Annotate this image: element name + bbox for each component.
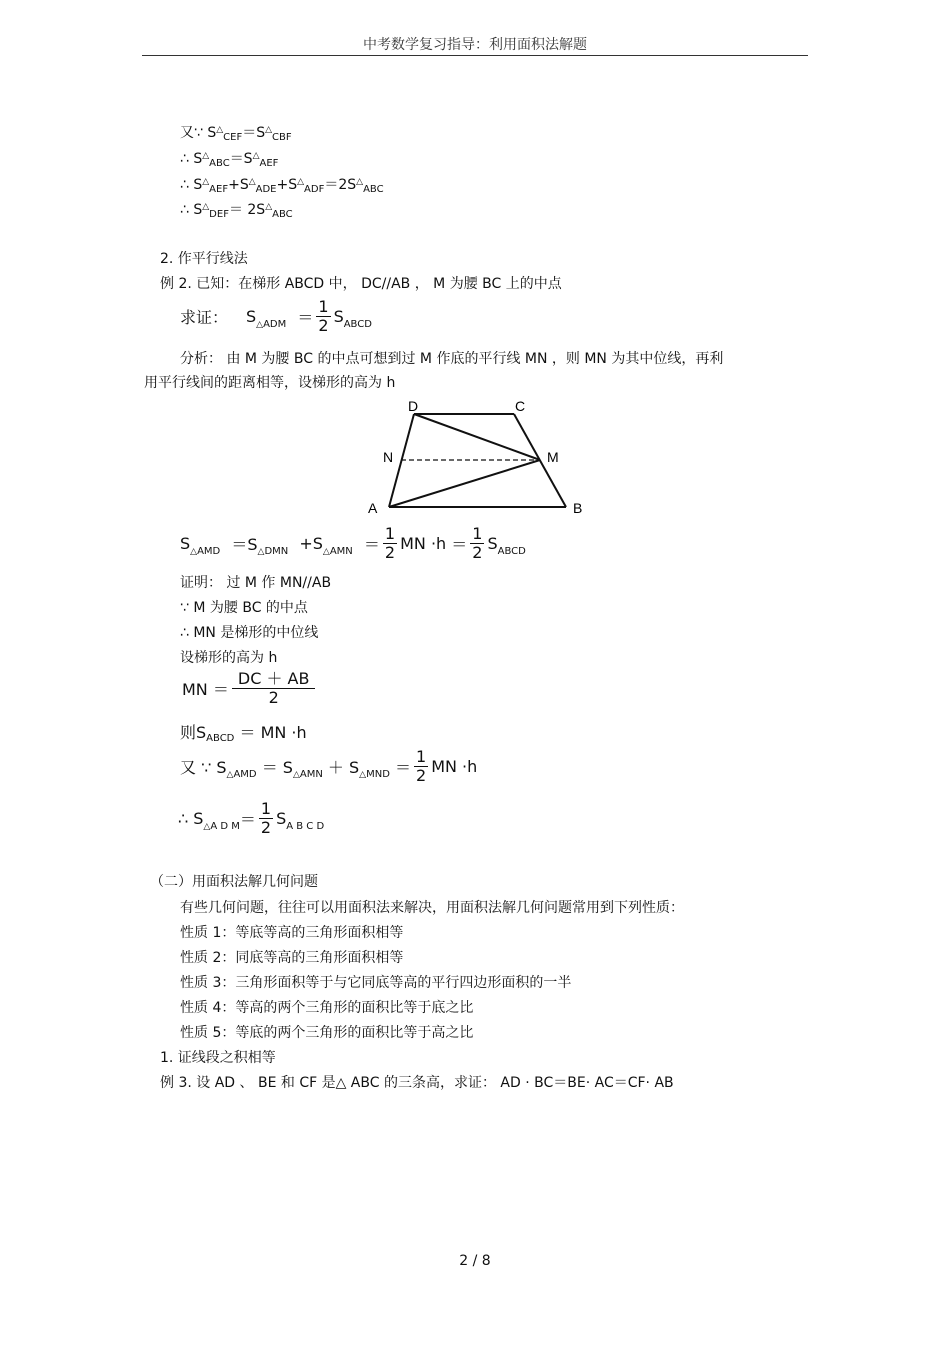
- text: ＝: [363, 535, 380, 554]
- fraction: [259, 800, 273, 837]
- analysis-line2: 用平行线间的距离相等，设梯形的高为 h: [144, 375, 396, 391]
- text: S: [246, 307, 257, 326]
- subsection-title: 1. 证线段之积相等: [160, 1050, 276, 1066]
- subscript: AMD: [233, 769, 257, 780]
- label-b: B: [573, 500, 583, 516]
- part2-intro: 有些几何问题，往往可以用面积法来解决，用面积法解几何问题常用到下列性质：: [180, 900, 684, 916]
- text: ＝: [239, 810, 256, 829]
- numerator: 1: [384, 524, 396, 543]
- example2-statement: 例 2. 已知：在梯形 ABCD 中， DC//AB ， M 为腰 BC 上的中点: [160, 276, 562, 292]
- triangle-icon: △: [226, 770, 234, 780]
- text: ＝: [389, 758, 411, 777]
- denominator: 2: [260, 818, 272, 837]
- trapezoid-figure: [360, 394, 600, 520]
- denominator: 2: [416, 766, 427, 785]
- triangle-icon: △: [203, 822, 211, 832]
- numerator: 1: [260, 799, 272, 818]
- property-3: 性质 3：三角形面积等于与它同底等高的平行四边形面积的一半: [180, 975, 572, 991]
- proof1-line3: [180, 174, 384, 195]
- proof1-line4: [180, 199, 293, 220]
- proof2-line4: 设梯形的高为 h: [180, 650, 278, 666]
- label-m: M: [547, 449, 559, 465]
- example2-prove: [180, 298, 372, 335]
- segment-dm: [414, 414, 540, 460]
- fraction: [232, 670, 316, 707]
- triangle-icon: △: [356, 177, 364, 187]
- example3-statement: 例 3. 设 AD 、 BE 和 CF 是△ ABC 的三条高，求证： AD · BC＝BE· AC＝CF· AB: [160, 1075, 674, 1091]
- text: MN ＝: [182, 680, 229, 699]
- triangle-icon: △: [322, 547, 330, 557]
- label-d: D: [408, 398, 419, 414]
- text: S: [487, 534, 498, 553]
- subscript: AMN: [329, 546, 353, 557]
- numerator: DC ＋ AB: [232, 670, 316, 689]
- subscript: CEF: [223, 132, 243, 143]
- subscript: AMD: [197, 546, 221, 557]
- triangle-icon: △: [248, 177, 256, 187]
- subscript: ABCD: [497, 546, 526, 557]
- text: ＝ 2S: [228, 202, 266, 218]
- text: ∴ S: [178, 809, 204, 828]
- text: ∴ S: [180, 177, 203, 193]
- triangle-icon: △: [297, 177, 305, 187]
- property-4: 性质 4：等高的两个三角形的面积比等于底之比: [180, 1000, 474, 1016]
- denominator: 2: [318, 316, 329, 335]
- page-header-title: 中考数学复习指导：利用面积法解题: [363, 37, 587, 53]
- subscript: AEF: [259, 158, 279, 169]
- text: ＝ S: [256, 758, 293, 777]
- segment-am: [389, 460, 540, 507]
- subscript: ABC: [209, 158, 230, 169]
- triangle-icon: △: [216, 125, 224, 135]
- text: ＝S: [229, 151, 253, 167]
- header-divider: [142, 55, 808, 56]
- text: S: [180, 534, 191, 553]
- text: ＋ S: [322, 758, 360, 777]
- subscript: ADF: [304, 184, 325, 195]
- text: +S: [276, 177, 298, 193]
- triangle-icon: △: [359, 770, 367, 780]
- subscript: AMN: [299, 769, 323, 780]
- numerator: 1: [318, 297, 329, 316]
- label-a: A: [368, 500, 378, 516]
- property-2: 性质 2：同底等高的三角形面积相等: [180, 950, 404, 966]
- numerator: 1: [472, 524, 483, 543]
- triangle-icon: △: [202, 151, 210, 161]
- text: ∴ S: [180, 202, 203, 218]
- label-n: N: [383, 449, 394, 465]
- triangle-icon: △: [265, 202, 273, 212]
- subscript: DEF: [209, 209, 229, 220]
- fraction: [414, 748, 428, 785]
- text: S: [333, 307, 344, 326]
- triangle-icon: △: [292, 770, 300, 780]
- section-title: 2. 作平行线法: [160, 251, 248, 267]
- text: ＝ MN ·h: [234, 723, 307, 742]
- text: 又∵ S: [180, 125, 217, 141]
- fraction: [470, 525, 484, 562]
- property-1: 性质 1：等底等高的三角形面积相等: [180, 925, 404, 941]
- subscript: ABC: [272, 209, 293, 220]
- again-line: [180, 748, 477, 785]
- label-c: C: [515, 398, 526, 414]
- subscript: AEF: [209, 184, 229, 195]
- text: ＝S: [231, 535, 258, 554]
- text: ＝: [297, 308, 314, 327]
- proof1-line2: [180, 148, 278, 169]
- triangle-icon: △: [256, 320, 264, 330]
- proof2-line2: ∵ M 为腰 BC 的中点: [180, 600, 308, 616]
- property-5: 性质 5：等底的两个三角形的面积比等于高之比: [180, 1025, 474, 1041]
- text: ∴ S: [180, 151, 203, 167]
- subscript: ABC: [363, 184, 384, 195]
- analysis-line1: 分析： 由 M 为腰 BC 的中点可想到过 M 作底的平行线 MN ，则 MN 为其中位线，再利: [180, 351, 724, 367]
- text: ＝: [451, 535, 468, 554]
- triangle-icon: △: [190, 547, 198, 557]
- proof2-line3: ∴ MN 是梯形的中位线: [180, 625, 319, 641]
- midline-formula: [182, 670, 318, 707]
- subscript: ADE: [255, 184, 277, 195]
- text: S: [276, 809, 287, 828]
- text: 则S: [180, 723, 207, 742]
- subscript: A B C D: [286, 821, 325, 832]
- text: ＝2S: [324, 177, 357, 193]
- subscript: ADM: [263, 319, 287, 330]
- subscript: DMN: [264, 546, 289, 557]
- denominator: 2: [268, 688, 279, 707]
- text: MN ·h: [431, 757, 478, 776]
- subscript: CBF: [272, 132, 292, 143]
- text: ＝S: [242, 125, 266, 141]
- denominator: 2: [384, 543, 396, 562]
- proof2-line1: 证明： 过 M 作 MN//AB: [180, 575, 332, 591]
- prove-label: 求证：: [180, 308, 229, 327]
- text: MN ·h: [400, 534, 447, 553]
- text: +S: [299, 534, 323, 553]
- denominator: 2: [472, 543, 483, 562]
- text: 又 ∵ S: [180, 758, 227, 777]
- subscript: ABCD: [343, 319, 372, 330]
- triangle-icon: △: [265, 125, 273, 135]
- area-line: [180, 720, 307, 744]
- text: +S: [228, 177, 249, 193]
- subscript: MND: [366, 769, 390, 780]
- triangle-icon: △: [252, 151, 260, 161]
- conclusion-line: [178, 800, 324, 837]
- numerator: 1: [416, 747, 427, 766]
- triangle-icon: △: [257, 547, 265, 557]
- triangle-icon: △: [202, 177, 210, 187]
- part2-title: （二）用面积法解几何问题: [150, 874, 318, 890]
- proof1-line1: [180, 122, 292, 143]
- fraction: [316, 298, 330, 335]
- fraction: [383, 525, 397, 562]
- subscript: A D M: [210, 821, 240, 832]
- subscript: ABCD: [206, 733, 235, 744]
- page-number: 2 / 8: [459, 1253, 491, 1269]
- formula-amd: [180, 525, 526, 562]
- triangle-icon: △: [202, 202, 210, 212]
